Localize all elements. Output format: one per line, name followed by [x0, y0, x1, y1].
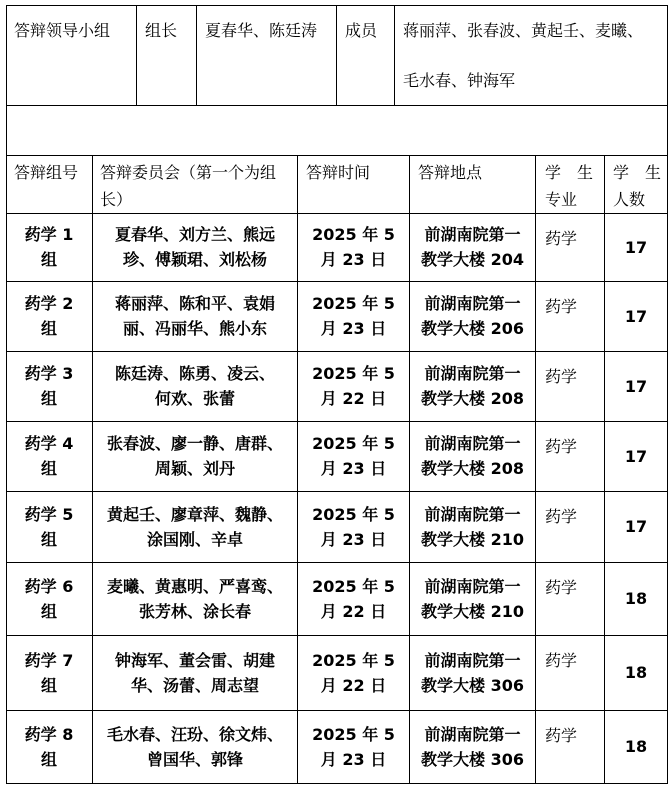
- student-count: 17: [624, 307, 648, 326]
- border-line: [6, 562, 668, 563]
- student-major: 药学: [545, 297, 578, 316]
- committee-members: 张芳林、涂长春: [138, 602, 251, 621]
- group-number: 组: [40, 750, 57, 769]
- border-line: [394, 5, 395, 106]
- leader-label: 组长: [145, 21, 178, 40]
- committee-members: 毛水春、汪玢、徐文炜、: [106, 725, 283, 744]
- defense-place: 教学大楼 204: [421, 250, 524, 269]
- student-count: 17: [624, 238, 648, 257]
- group-number: 药学 6: [24, 577, 74, 596]
- defense-time: 2025 年 5: [312, 505, 395, 524]
- committee-members: 麦曦、黄惠明、严喜鸾、: [106, 577, 283, 596]
- defense-place: 教学大楼 306: [421, 750, 524, 769]
- leadership-label: 答辩领导小组: [14, 21, 111, 40]
- defense-time: 月 23 日: [320, 750, 387, 769]
- committee-members: 钟海军、董会雷、胡建: [114, 651, 275, 670]
- defense-place: 前湖南院第一: [424, 505, 521, 524]
- border-line: [667, 5, 668, 784]
- border-line: [136, 5, 137, 106]
- border-line: [196, 5, 197, 106]
- committee-members: 陈廷涛、陈勇、凌云、: [114, 364, 275, 383]
- border-line: [6, 105, 668, 106]
- group-number: 组: [40, 602, 57, 621]
- committee-members: 周颖、刘丹: [154, 459, 235, 478]
- leaders-names: 夏春华、陈廷涛: [205, 21, 318, 40]
- defense-time: 月 22 日: [320, 389, 387, 408]
- group-number: 药学 4: [24, 434, 74, 453]
- defense-place: 教学大楼 208: [421, 389, 524, 408]
- group-number: 药学 7: [24, 651, 74, 670]
- defense-place: 教学大楼 210: [421, 530, 524, 549]
- group-number: 组: [40, 250, 57, 269]
- group-number: 组: [40, 459, 57, 478]
- committee-members: 张春波、廖一静、唐群、: [106, 434, 283, 453]
- group-number: 组: [40, 676, 57, 695]
- border-line: [6, 351, 668, 352]
- column-header-group: 答辩组号: [14, 163, 79, 182]
- defense-place: 前湖南院第一: [424, 725, 521, 744]
- defense-time: 2025 年 5: [312, 364, 395, 383]
- defense-place: 教学大楼 210: [421, 602, 524, 621]
- defense-time: 月 23 日: [320, 459, 387, 478]
- defense-time: 月 23 日: [320, 530, 387, 549]
- committee-members: 黄起壬、廖章萍、魏静、: [106, 505, 283, 524]
- members-label: 成员: [345, 21, 378, 40]
- student-count: 18: [624, 663, 648, 682]
- defense-time: 2025 年 5: [312, 725, 395, 744]
- defense-place: 前湖南院第一: [424, 294, 521, 313]
- column-header-place: 答辩地点: [418, 163, 483, 182]
- student-major: 药学: [545, 507, 578, 526]
- group-number: 药学 2: [24, 294, 74, 313]
- student-count: 17: [624, 447, 648, 466]
- defense-place: 前湖南院第一: [424, 434, 521, 453]
- border-line: [6, 421, 668, 422]
- committee-members: 何欢、张蕾: [154, 389, 235, 408]
- defense-time: 2025 年 5: [312, 651, 395, 670]
- defense-time: 2025 年 5: [312, 434, 395, 453]
- defense-time: 2025 年 5: [312, 294, 395, 313]
- student-major: 药学: [545, 229, 578, 248]
- committee-members: 珍、傅颖珺、刘松杨: [122, 250, 267, 269]
- student-count: 17: [624, 517, 648, 536]
- committee-members: 华、汤蕾、周志望: [130, 676, 259, 695]
- defense-place: 教学大楼 208: [421, 459, 524, 478]
- defense-time: 2025 年 5: [312, 577, 395, 596]
- defense-place: 前湖南院第一: [424, 364, 521, 383]
- border-line: [6, 710, 668, 711]
- defense-time: 月 23 日: [320, 250, 387, 269]
- defense-time: 月 23 日: [320, 319, 387, 338]
- column-header-time: 答辩时间: [306, 163, 371, 182]
- defense-time: 月 22 日: [320, 602, 387, 621]
- border-line: [535, 155, 536, 784]
- column-header-committee: 答辩委员会（第一个为组: [100, 163, 277, 182]
- group-number: 药学 5: [24, 505, 74, 524]
- student-count: 18: [624, 737, 648, 756]
- column-header-count: 人数: [613, 190, 646, 209]
- defense-place: 前湖南院第一: [424, 577, 521, 596]
- defense-time: 2025 年 5: [312, 225, 395, 244]
- border-line: [6, 213, 668, 214]
- student-major: 药学: [545, 651, 578, 670]
- members-names: 毛水春、钟海军: [403, 71, 516, 90]
- border-line: [6, 783, 668, 784]
- defense-place: 前湖南院第一: [424, 225, 521, 244]
- border-line: [6, 155, 668, 156]
- committee-members: 丽、冯丽华、熊小东: [122, 319, 267, 338]
- column-header-major: 专业: [545, 190, 578, 209]
- student-major: 药学: [545, 437, 578, 456]
- student-major: 药学: [545, 367, 578, 386]
- border-line: [6, 281, 668, 282]
- column-header-committee: 长）: [100, 190, 133, 209]
- student-major: 药学: [545, 726, 578, 745]
- defense-place: 教学大楼 306: [421, 676, 524, 695]
- members-names: 蒋丽萍、张春波、黄起壬、麦曦、: [403, 21, 644, 40]
- committee-members: 蒋丽萍、陈和平、袁娟: [114, 294, 275, 313]
- group-number: 组: [40, 530, 57, 549]
- border-line: [336, 5, 337, 106]
- group-number: 组: [40, 389, 57, 408]
- defense-place: 教学大楼 206: [421, 319, 524, 338]
- column-header-major: 学 生: [545, 163, 594, 182]
- committee-members: 曾国华、郭锋: [146, 750, 243, 769]
- column-header-count: 学 生: [613, 163, 662, 182]
- student-major: 药学: [545, 578, 578, 597]
- student-count: 18: [624, 589, 648, 608]
- border-line: [6, 5, 668, 6]
- committee-members: 涂国刚、辛卓: [146, 530, 243, 549]
- group-number: 药学 3: [24, 364, 74, 383]
- group-number: 药学 1: [24, 225, 74, 244]
- group-number: 组: [40, 319, 57, 338]
- defense-place: 前湖南院第一: [424, 651, 521, 670]
- border-line: [6, 635, 668, 636]
- group-number: 药学 8: [24, 725, 74, 744]
- border-line: [6, 491, 668, 492]
- student-count: 17: [624, 377, 648, 396]
- defense-time: 月 22 日: [320, 676, 387, 695]
- committee-members: 夏春华、刘方兰、熊远: [114, 225, 275, 244]
